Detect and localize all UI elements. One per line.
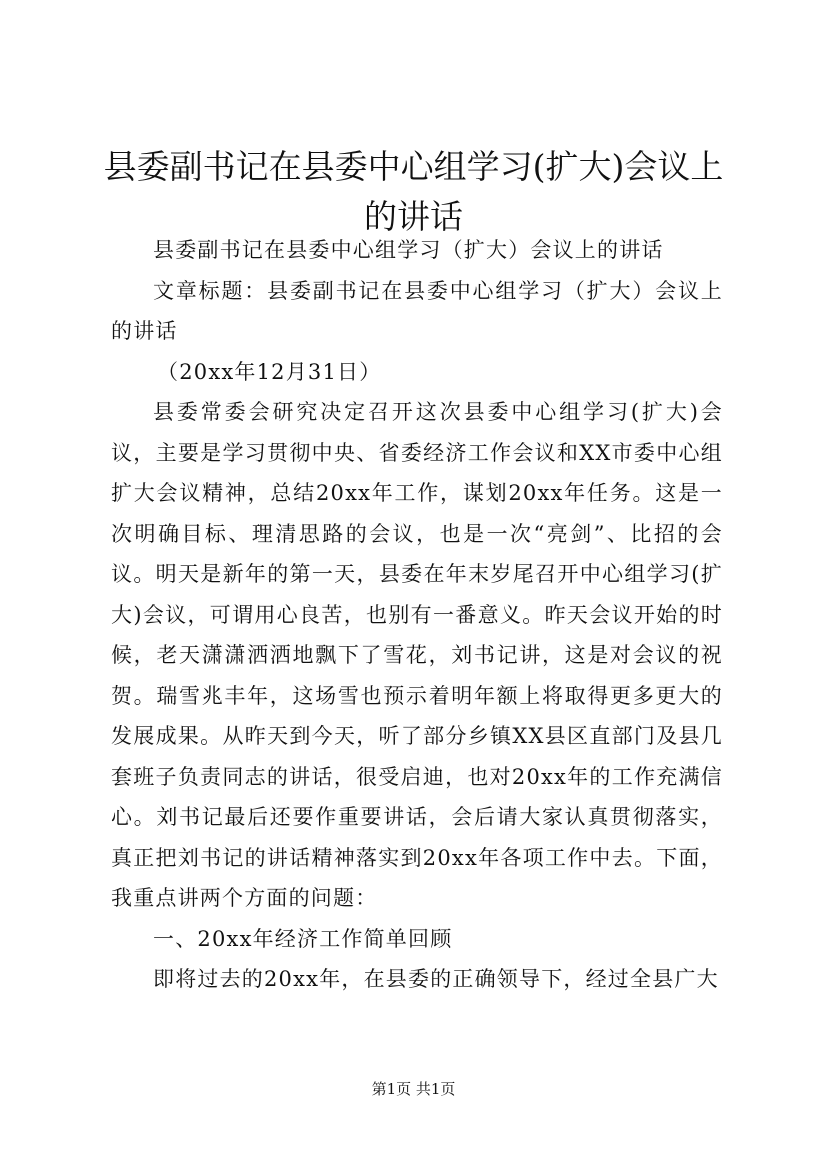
page-number-footer: 第1页 共1页 — [371, 1080, 456, 1098]
document-body — [111, 230, 723, 1000]
section-heading: 一、20xx年经济工作简单回顾 — [153, 926, 453, 951]
date-paragraph: （20xx年12月31日） — [157, 359, 382, 384]
body-paragraph: 即将过去的20xx年，在县委的正确领导下，经过全县广大 — [153, 967, 719, 991]
document-title: 县委副书记在县委中心组学习(扩大)会议上的讲话 — [103, 147, 724, 236]
body-paragraph: 县委常委会研究决定召开这次县委中心组学习(扩大)会议，主要是学习贯彻中央、省委经济工作会议和XX市委中心组扩大会议精神，总结20xx年工作，谋划20xx年任务。这是一次明确目标、理清思路的会议，也是一次“亮剑”、比招的会议。明天是新年的第一天，县委在年末岁尾召开中心组学习(扩大)会议，可谓用心良苦，也别有一番意义。昨天会议开始的时候，老天潇潇洒洒地飘下了雪花，刘书记讲，这是对会议的祝贺。瑞雪兆丰年，这场雪也预示着明年额上将取得更多更大的发展成果。从昨天到今天，听了部分乡镇XX县区直部门及县几套班子负责同志的讲话，很受启迪，也对20xx年的工作充满信心。刘书记最后还要作重要讲话，会后请大家认真贯彻落实，真正把刘书记的讲话精神落实到20xx年各项工作中去。下面，我重点讲两个方面的问题： — [111, 400, 723, 910]
subtitle-paragraph: 县委副书记在县委中心组学习（扩大）会议上的讲话 — [153, 238, 664, 262]
article-title-paragraph: 文章标题：县委副书记在县委中心组学习（扩大）会议上的讲话 — [111, 278, 723, 343]
